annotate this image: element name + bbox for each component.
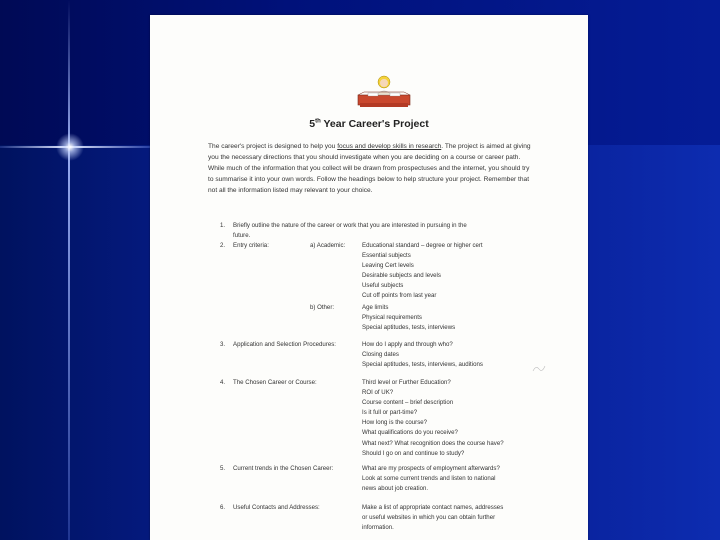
list-item-1-continued: future. <box>233 232 251 239</box>
student-at-desk-illustration <box>354 73 414 109</box>
page-title: 5th Year Career's Project <box>309 118 429 130</box>
other-criteria-list: Age limits Physical requirements Special aptitudes, tests, interviews <box>362 304 456 332</box>
star-flare-icon <box>56 133 84 161</box>
application-procedures-list: How do I apply and through who? Closing dates Special aptitudes, tests, interviews, auditions <box>362 341 483 369</box>
chosen-course-list: Third level or Further Education? ROI of UK? Course content – brief description Is it full or part-time? How long is the course? What qualifications do you receive? What next? What recognition does the course have? Should I go on and continue to study? <box>362 379 504 457</box>
underlined-phrase: focus and develop skills in research <box>337 143 442 150</box>
academic-criteria-list: Educational standard – degree or higher cert Essential subjects Leaving Cert levels Desirable subjects and levels Useful subjects Cut off points from last year <box>362 242 483 300</box>
document-page: 5th Year Career's Project The career's project is designed to help you focus and develop skills in research. The project is aimed at giving you the necessary directions that you should investigate when you are deciding on a course or career path. While much of the information that you collect will be drawn from prospectuses and the internet, you should try to summarise it into your own words. Follow the headings below to help structure your project. Remember that not all the information listed may relevant to your choice. 1. Briefly outline the nature of the career or work that you are interested in pursuing in the future. 2. Entry criteria: a) Academic: Educational standard – degree or higher cert Essential subjects Leaving Cert levels Desirable subjects and levels Useful subjects Cut off points from last year b) Other: Age limits Physical requirements Special aptitudes, tests, interviews 3. Application and Selection Procedures: How do I apply and through who? Closing dates Special aptitudes, tests, interviews, auditions 4. The Chosen Career or Course: Third level or Further Education? ROI of UK? Course content – brief description Is it full or part-time? How long is the course? What qualifications do you receive? What next? What recognition does the course have? Should I go on and continue to study? 5. Current trends in the Chosen Career: What are my prospects of employment afterwards? Look at some current trends and listen to national news about job creation. 6. Useful Contacts and Addresses: Make a list of appropriate contact names, addresses or useful websites in which you can obtain further information. <box>150 15 588 540</box>
pencil-mark-icon <box>532 363 546 373</box>
light-streak-vertical <box>68 0 70 540</box>
background-right-band <box>588 145 720 540</box>
useful-contacts-list: Make a list of appropriate contact names, addresses or useful websites in which you can obtain further information. <box>362 504 504 532</box>
current-trends-list: What are my prospects of employment afterwards? Look at some current trends and listen to national news about job creation. <box>362 465 500 493</box>
intro-paragraph: The career's project is designed to help you focus and develop skills in research. The project is aimed at giving you the necessary directions that you should investigate when you are deciding on a course or career path. While much of the information that you collect will be drawn from prospectuses and the internet, you should try to summarise it into your own words. Follow the headings below to help structure your project. Remember that not all the information listed may relevant to your choice. <box>208 143 531 195</box>
